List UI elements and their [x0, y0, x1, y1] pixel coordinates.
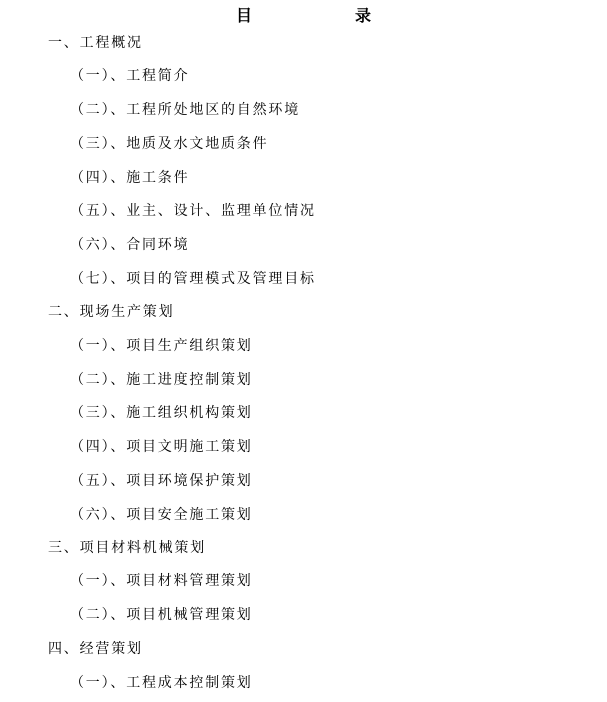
toc-entry[interactable] [70, 504, 525, 526]
toc-entry[interactable] [70, 65, 538, 87]
dot-leader [254, 335, 525, 357]
dot-leader [301, 99, 538, 121]
toc-entry[interactable] [70, 234, 538, 256]
toc-entry-label: （三）、地质及水文地质条件 [70, 136, 269, 152]
toc-entry-label: （二）、工程所处地区的自然环境 [70, 102, 300, 118]
toc-section-label: 三、项目材料机械策划 [48, 540, 206, 556]
toc-title [0, 0, 607, 26]
toc-section-label: 二、现场生产策划 [48, 304, 175, 320]
toc-title-left: 目 [236, 6, 253, 25]
toc-entry[interactable] [70, 436, 525, 458]
toc-entry[interactable] [70, 672, 525, 694]
toc-entry[interactable] [70, 604, 525, 626]
toc-entry[interactable] [70, 335, 525, 357]
toc-entry-label: （五）、项目环境保护策划 [70, 473, 253, 489]
toc-entry[interactable] [70, 369, 525, 391]
toc-section-1[interactable] [48, 32, 143, 54]
dot-leader [254, 369, 525, 391]
toc-entry[interactable] [70, 167, 538, 189]
toc-entry-label: （七）、项目的管理模式及管理目标 [70, 271, 316, 287]
dot-leader [190, 65, 538, 87]
toc-entry-label: （二）、项目机械管理策划 [70, 607, 253, 623]
toc-entry-label: （六）、合同环境 [70, 237, 190, 253]
toc-entry-label: （四）、项目文明施工策划 [70, 439, 253, 455]
dot-leader [254, 504, 525, 526]
toc-entry-label: （四）、施工条件 [70, 170, 190, 186]
toc-entry-label: （二）、施工进度控制策划 [70, 372, 253, 388]
toc-entry[interactable] [70, 402, 525, 424]
dot-leader [269, 133, 538, 155]
toc-entry-label: （一）、工程简介 [70, 68, 190, 84]
dot-leader [190, 167, 538, 189]
toc-section-label: 四、经营策划 [48, 641, 143, 657]
toc-entry[interactable] [70, 200, 538, 222]
dot-leader [254, 604, 525, 626]
toc-section-3[interactable] [48, 537, 206, 559]
toc-entry-label: （一）、工程成本控制策划 [70, 675, 253, 691]
toc-entry[interactable] [70, 570, 525, 592]
toc-entry[interactable] [70, 133, 538, 155]
dot-leader [317, 200, 538, 222]
toc-section-label: 一、工程概况 [48, 35, 143, 51]
toc-section-2[interactable] [48, 301, 174, 323]
dot-leader [254, 402, 525, 424]
toc-entry-label: （一）、项目材料管理策划 [70, 573, 253, 589]
dot-leader [254, 570, 525, 592]
toc-entry[interactable] [70, 470, 525, 492]
dot-leader [254, 672, 525, 694]
toc-entry[interactable] [70, 268, 538, 290]
toc-section-4[interactable] [48, 638, 143, 660]
toc-entry-label: （一）、项目生产组织策划 [70, 338, 253, 354]
dot-leader [254, 436, 525, 458]
toc-entry[interactable] [70, 99, 538, 121]
toc-entry-label: （六）、项目安全施工策划 [70, 507, 253, 523]
dot-leader [317, 268, 538, 290]
dot-leader [190, 234, 538, 256]
toc-entry-label: （五）、业主、设计、监理单位情况 [70, 203, 316, 219]
toc-title-right: 录 [355, 6, 372, 25]
toc-entry-label: （三）、施工组织机构策划 [70, 405, 253, 421]
dot-leader [254, 470, 525, 492]
